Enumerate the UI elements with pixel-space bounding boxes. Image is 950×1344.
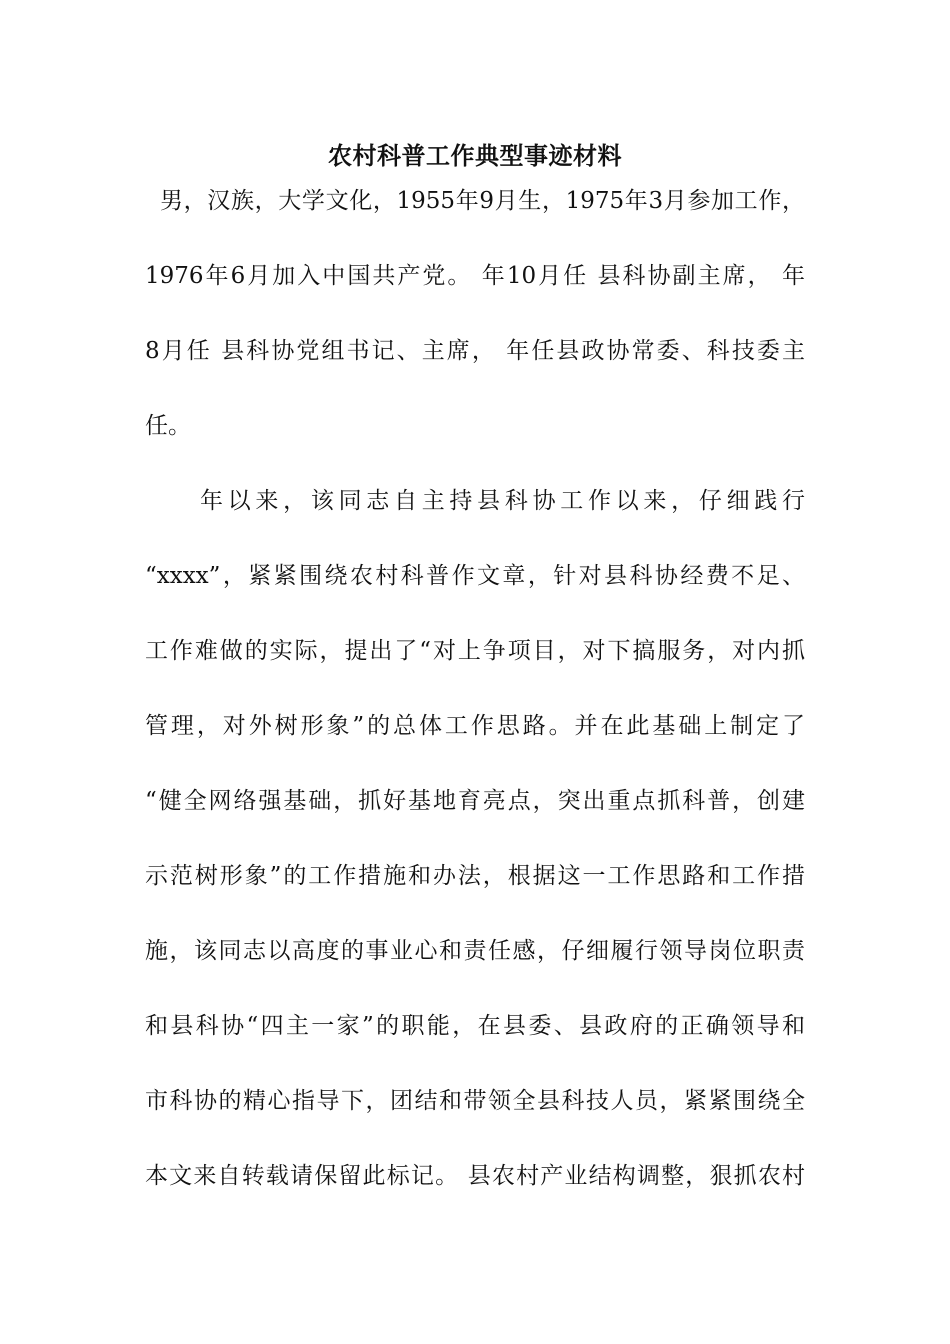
paragraph-line: 施，该同志以高度的事业心和责任感，仔细履行领导岗位职责 [145,938,805,964]
paragraph-line: 本文来自转载请保留此标记。 县农村产业结构调整，狠抓农村 [145,1163,805,1189]
paragraph-line: “健全网络强基础，抓好基地育亮点，突出重点抓科普，创建 [145,788,805,814]
paragraph-line: 年以来，该同志自主持县科协工作以来，仔细践行 [200,488,805,514]
paragraph-line: 和县科协“四主一家”的职能，在县委、县政府的正确领导和 [145,1013,805,1039]
document-title: 农村科普工作典型事迹材料 [328,141,622,170]
paragraph-line: 市科协的精心指导下，团结和带领全县科技人员，紧紧围绕全 [145,1088,805,1114]
paragraph-line: 男，汉族，大学文化，1955年9月生，1975年3月参加工作， [160,188,805,214]
paragraph-line: 管理，对外树形象”的总体工作思路。并在此基础上制定了 [145,713,805,739]
paragraph-line: “xxxx”，紧紧围绕农村科普作文章，针对县科协经费不足、 [145,563,805,589]
paragraph-line: 示范树形象”的工作措施和办法，根据这一工作思路和工作措 [145,863,805,889]
paragraph-line: 1976年6月加入中国共产党。 年10月任 县科协副主席， 年 [145,263,805,289]
paragraph-line: 8月任 县科协党组书记、主席， 年任县政协常委、科技委主 [145,338,805,364]
paragraph-line: 工作难做的实际，提出了“对上争项目，对下搞服务，对内抓 [145,638,805,664]
paragraph-line: 任。 [145,413,191,439]
